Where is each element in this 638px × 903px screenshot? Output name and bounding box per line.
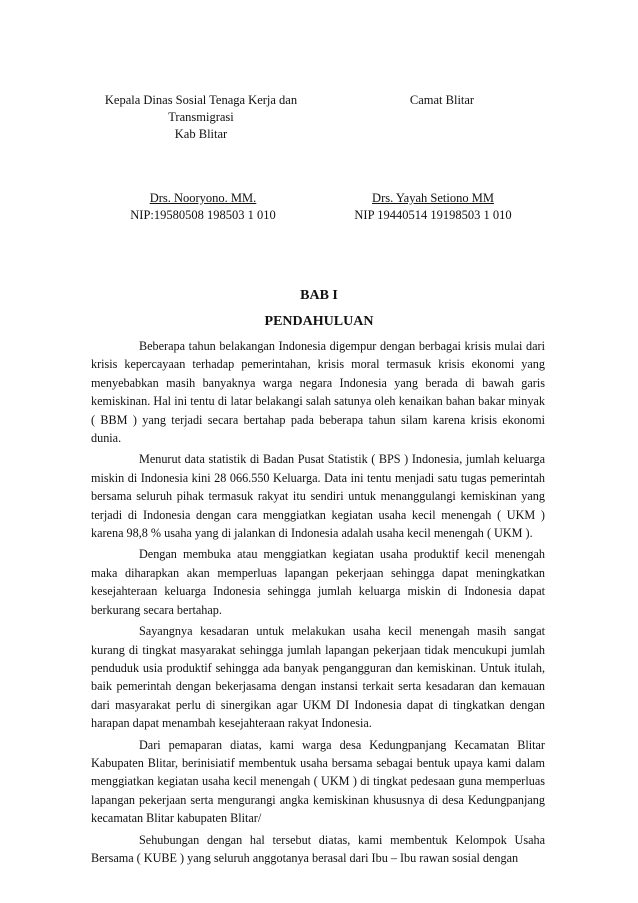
paragraph-6: Sehubungan dengan hal tersebut diatas, kami membentuk Kelompok Usaha Bersama ( KUBE ) yang seluruh anggotanya berasal dari Ibu – Ibu rawan sosial dengan	[91, 832, 545, 865]
right-signatory-name: Drs. Yayah Setiono MM	[372, 191, 494, 205]
left-signatory-title	[88, 92, 314, 143]
left-signatory-name: Drs. Nooryono. MM.	[149, 191, 257, 205]
chapter-number: BAB I	[300, 288, 338, 303]
right-signatory-nip: NIP 19440514 19198503 1 010	[354, 208, 512, 222]
paragraph-5: Dari pemaparan diatas, kami warga desa Kedungpanjang Kecamatan Blitar Kabupaten Blitar, berinisiatif membentuk usaha bersama sebagai bentuk upaya kami dalam menggiatkan kegiatan usaha kecil menengah ( UKM ) di tingkat pedesaan guna memperluas lapangan pekerjaan serta mengurangi angka kemiskinan khususnya di desa Kedungpanjang kecamatan Blitar kabupaten Blitar/	[91, 737, 545, 826]
right-signatory	[338, 190, 528, 224]
left-title-line3: Kab Blitar	[174, 127, 228, 141]
chapter-title: PENDAHULUAN	[264, 314, 374, 329]
left-signatory	[108, 190, 298, 224]
left-signatory-nip: NIP:19580508 198503 1 010	[130, 208, 276, 222]
right-signatory-title	[372, 92, 512, 109]
right-title: Camat Blitar	[409, 93, 475, 107]
paragraph-2: Menurut data statistik di Badan Pusat Statistik ( BPS ) Indonesia, jumlah keluarga miskin di Indonesia kini 28 066.550 Keluarga. Data ini tentu menjadi satu tugas pemerintah bersama seluruh pihak termasuk rakyat itu sendiri untuk menanggulangi kemiskinan yang terjadi di Indonesia dengan cara menggiatkan kegiatan usaha kecil menengah ( UKM ) karena 98,8 % usaha yang di jalankan di Indonesia adalah usaha kecil menengah ( UKM ).	[91, 452, 545, 541]
left-title-line2: Transmigrasi	[168, 110, 234, 124]
body-text	[91, 337, 545, 870]
paragraph-3: Dengan membuka atau menggiatkan kegiatan usaha produktif kecil menengah maka diharapkan akan memperluas lapangan pekerjaan sehingga dapat meningkatkan kesejahteraan keluarga Indonesia sehingga jumlah keluarga miskin di Indonesia dapat berkurang secara bertahap.	[91, 547, 545, 617]
paragraph-4: Sayangnya kesadaran untuk melakukan usaha kecil menengah masih sangat kurang di tingkat masyarakat sehingga jumlah lapangan pekerjaan tidak mencukupi jumlah penduduk usia produktif sehingga ada banyak pengangguran dan kemiskinan. Untuk itulah, baik pemerintah dengan bekerjasama dengan instansi terkait serta kesadaran dan kemauan dari masyarakat perlu di sinergikan agar UKM DI Indonesia dapat di tingkatkan dengan harapan dapat menambah kesejahteraan rakyat Indonesia.	[91, 624, 545, 731]
paragraph-1: Beberapa tahun belakangan Indonesia digempur dengan berbagai krisis mulai dari krisis kepercayaan terhadap pemerintahan, krisis moral termasuk krisis ekonomi yang menyebabkan masih banyaknya warga negara Indonesia yang berada di bawah garis kemiskinan. Hal ini tentu di latar belakangi salah satunya oleh kenaikan bahan bakar minyak ( BBM ) yang terjadi secara bertahap pada beberapa tahun silam karena krisis ekonomi dunia.	[91, 339, 545, 446]
left-title-line1: Kepala Dinas Sosial Tenaga Kerja dan	[104, 93, 298, 107]
